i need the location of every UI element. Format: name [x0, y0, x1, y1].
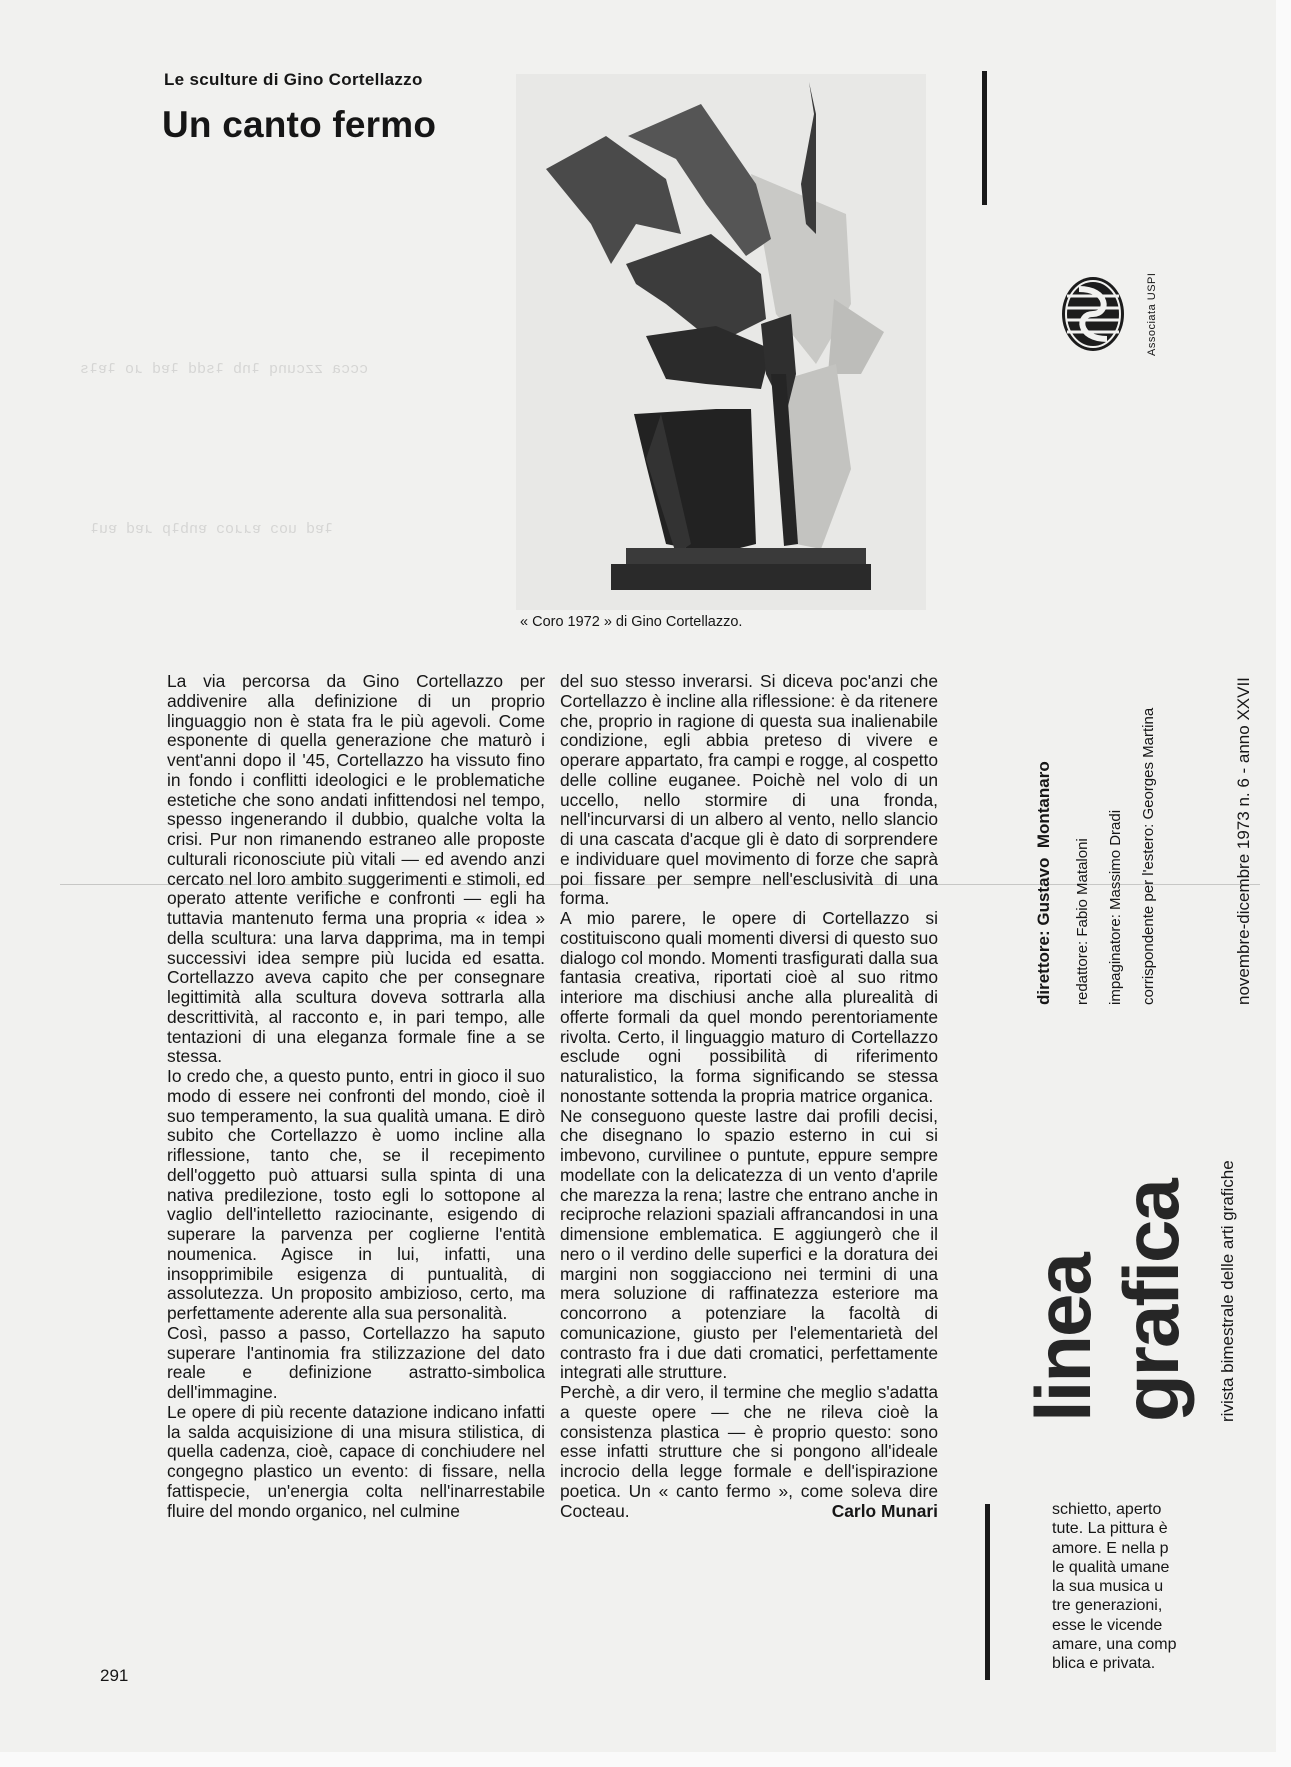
- show-through-text: ccca zzcunq ʇnb ʇsdd ʇɐd ɹo ʇɐʇs: [80, 361, 369, 378]
- snippet-line: le qualità umane: [1052, 1558, 1170, 1576]
- paragraph: del suo stesso inverarsi. Si diceva poc'anzi che Cortellazzo è incline alla riflessione: è da ritenere che, proprio in ragione di questa sua inalienabile condizione, egli abbia preteso di vivere e operare appartato, fra campi e rogge, al cospetto delle colline euganee. Poichè nel volo di un uccello, nello stormire di una fronda, nell'incurvarsi di un albero al vento, nello slancio di una cascata d'acque gli è dato di sorprendere e individuare quel movimento di forze che saprà poi fissare per sempre nell'esclusività di una forma.: [560, 671, 938, 909]
- masthead-layout: impaginatore: Massimo Dradi: [1107, 809, 1124, 1005]
- masthead-editor: redattore: Fabio Mataloni: [1074, 838, 1091, 1005]
- figure-caption: « Coro 1972 » di Gino Cortellazzo.: [520, 614, 743, 630]
- snippet-line: blica e privata.: [1052, 1655, 1156, 1673]
- issue-info: novembre-dicembre 1973 n. 6 - anno XXVII: [1234, 677, 1253, 1005]
- uspi-logo-icon: [1059, 274, 1127, 354]
- article-kicker: Le sculture di Gino Cortellazzo: [164, 70, 423, 89]
- snippet-line: schietto, aperto: [1052, 1501, 1162, 1518]
- article-headline: Un canto fermo: [162, 104, 437, 145]
- paragraph: Io credo che, a questo punto, entri in gioco il suo modo di essere nei confronti del mondo, cioè il suo temperamento, la sua qualità umana. E dirò subito che Cortellazzo è uomo incline alla riflessione, tanto che, se il recepimento dell'oggetto può attuarsi sulla spinta di una nativa predilezione, tosto egli lo sottopone al vaglio dell'intelletto raziocinante, esigendo di superare la parvenza per coglierne l'entità noumenica. Agisce in lui, infatti, una insopprimibile esigenza di puntualità, di assolutezza. Un proposito ambizioso, certo, ma perfettamente aderente alla sua personalità.: [167, 1066, 545, 1323]
- article-column-left: [167, 672, 545, 1521]
- show-through-text: ʇɐd uoɔ ɐɹɹoɔ ɐnbʇp ɹɐd ɐuʇ: [90, 521, 334, 538]
- magazine-subtitle: rivista bimestrale delle arti grafiche: [1218, 1160, 1237, 1422]
- snippet-line: tute. La pittura è: [1052, 1520, 1168, 1538]
- magazine-title-line2: grafica: [1107, 1180, 1195, 1422]
- director-name: Gustavo Montanaro: [1034, 761, 1053, 926]
- author-signature: Carlo Munari: [831, 1500, 938, 1521]
- paragraph: Ne conseguono queste lastre dai profili decisi, che disegnano lo spazio esterno in cui si imbevono, curvilinee o puntute, eppure sempre modellate con la delicatezza di un vento d'aprile che marezza la rena; lastre che entrano anche in reciproche relazioni spaziali affrancandosi in una dimensione emblematica. E aggiungerò che il nero o il verdino delle superfici e la doratura dei margini non soggiacciono nei termini di una mera soluzione di raffinatezza esteriore ma concorrono a potenziare la facoltà di comunicazione, giusto per l'elementarietà del contrasto fra i due dati cromatici, perfettamente integrati alle strutture.: [560, 1105, 938, 1383]
- paragraph: La via percorsa da Gino Cortellazzo per addivenire alla definizione di un proprio linguaggio non è stata fra le più agevoli. Come esponente di quella generazione che maturò i vent'anni dopo il '45, Cortellazzo ha vissuto fino in fondo i conflitti ideologici e le problematiche estetiche che sono andati infittendosi nel tempo, spesso ingenerando il dubbio, qualche volta la crisi. Pur non rimanendo estraneo alle proposte culturali riconosciute più vitali — ed avendo anzi cercato nel loro ambito suggerimenti e stimoli, ed operato attente verifiche e confronti — egli ha tuttavia mantenuto ferma una propria « idea » della scultura: una larva dapprima, ma in tempi successivi idea sempre più lucida ed esatta. Cortellazzo aveva capito che per consegnare legittimità alla scultura doveva sottrarla alla descrittività, al racconto e, in pari tempo, alle tentazioni di una eleganza formale fine a se stessa.: [167, 671, 545, 1067]
- association-label: Associata USPI: [1146, 272, 1158, 356]
- sculpture-illustration: [516, 74, 926, 610]
- adjacent-page-snippet: [1052, 1500, 1180, 1686]
- snippet-line: esse le vicende: [1052, 1616, 1163, 1634]
- paragraph: Le opere di più recente datazione indicano infatti la salda acquisizione di una misura stilistica, di quella cadenza, cioè, capace di conchiudere nel congegno plastico un evento: di fissare, nella fattispecie, un'energia colta nell'inarrestabile fluire del mondo organico, nel culmine: [167, 1401, 545, 1521]
- snippet-line: la sua musica u: [1052, 1578, 1164, 1596]
- snippet-line: tre generazioni,: [1052, 1597, 1163, 1615]
- sculpture-photo: [516, 74, 926, 610]
- masthead-correspondent: corrispondente per l'estero: Georges Martina: [1140, 707, 1157, 1005]
- paragraph: Perchè, a dir vero, il termine che meglio s'adatta a queste opere — che ne rileva cioè la consistenza plastica — è proprio questo: sono esse infatti strutture che si pongono all'ideale incrocio della legge formale e dell'ispirazione poetica. Un « canto fermo », come soleva dire Cocteau.: [560, 1382, 938, 1521]
- snippet-line: amare, una comp: [1052, 1636, 1177, 1654]
- page-edge: [0, 1752, 1291, 1767]
- page-edge: [1276, 0, 1291, 1767]
- director-label: direttore:: [1034, 930, 1053, 1005]
- paragraph: Così, passo a passo, Cortellazzo ha saputo superare l'antinomia fra stilizzazione del dato reale e definizione astratto-simbolica dell'immagine.: [167, 1322, 545, 1402]
- vertical-rule: [985, 1504, 990, 1680]
- masthead-director: [1034, 761, 1054, 1005]
- page-number: 291: [100, 1666, 129, 1685]
- snippet-line: amore. E nella p: [1052, 1539, 1169, 1557]
- magazine-title-line1: linea: [1019, 1254, 1107, 1422]
- vertical-rule: [982, 71, 987, 205]
- article-column-right: [560, 672, 938, 1521]
- paragraph: A mio parere, le opere di Cortellazzo si costituiscono quali momenti diversi di questo suo dialogo col mondo. Momenti trasfigurati dalla sua fantasia creativa, riportati cioè al suo ritmo interiore ma dischiusi anche alla plurealità di offerte formali da quel mondo perentoriamente rivolta. Certo, il linguaggio maturo di Cortellazzo esclude ogni possibilità di riferimento naturalistico, la forma significando se stessa nonostante sottenda la propria matrice organica.: [560, 908, 938, 1106]
